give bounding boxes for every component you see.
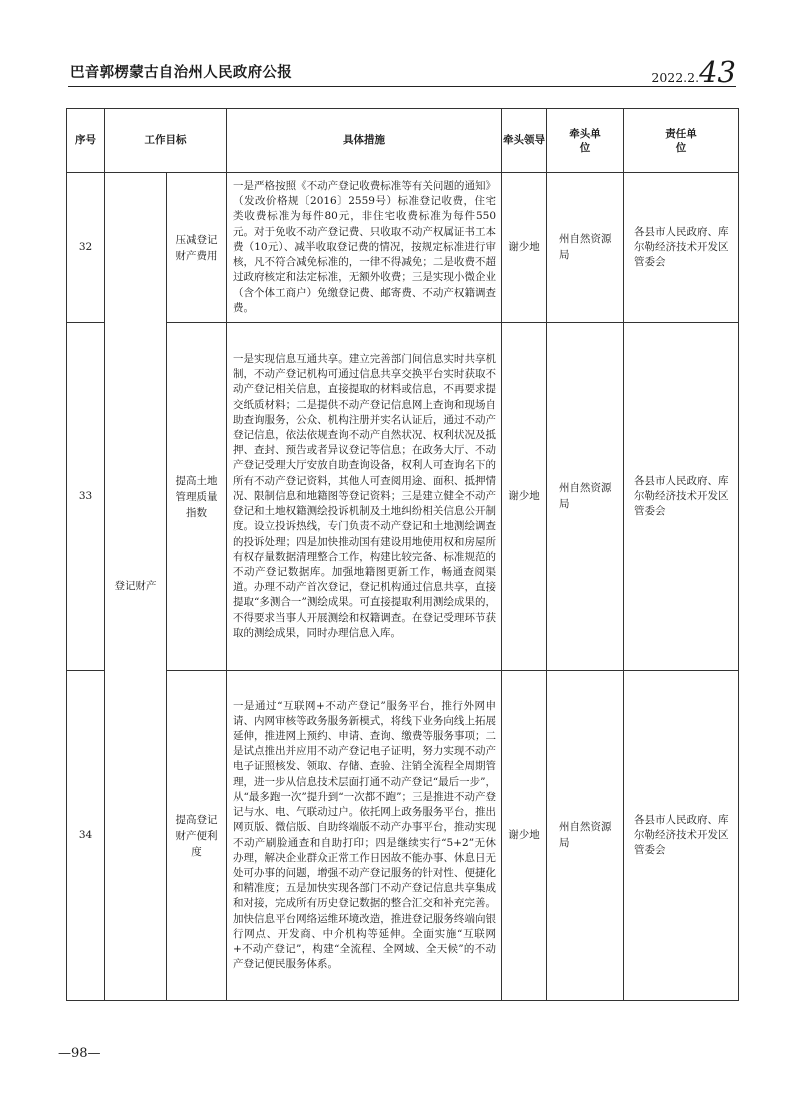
group-goal: 登记财产 (105, 173, 167, 1001)
lead-leader: 谢少地 (502, 671, 547, 1001)
table-row (67, 323, 739, 671)
sub-goal: 提高登记财产便利度 (167, 671, 227, 1001)
row-index: 33 (67, 323, 105, 671)
page-header (68, 56, 736, 87)
col-header-lead-leader: 牵头领导 (502, 109, 547, 173)
lead-unit: 州自然资源局 (547, 323, 624, 671)
row-index: 34 (67, 671, 105, 1001)
col-header-goal: 工作目标 (105, 109, 227, 173)
page-number: —98— (58, 1046, 101, 1061)
lead-leader: 谢少地 (502, 173, 547, 323)
measures-text: 一是实现信息互通共享。建立完善部门间信息实时共享机制，不动产登记机构可通过信息共享交换平台实时获取不动产登记相关信息，直接提取的材料或信息，不再要求提交纸质材料；二是提供不动产登记信息网上查询和现场自助查询服务，公众、机构注册并实名认证后，通过不动产登记信息，依法依规查询不动产自然状况、权利状况及抵押、查封、预告或者异议登记等信息；在政务大厅、不动产登记受理大厅安放自助查询设备，权利人可查询名下的所有不动产登记资料，其他人可查阅用途、面积、抵押情况、限制信息和地籍图等登记资料；三是建立健全不动产登记和土地权籍测绘投诉机制及土地纠纷相关信息公开制度。设立投诉热线，专门负责不动产登记和土地测绘调查的投诉处理；四是加快推动国有建设用地使用权和房屋所有权存量数据清理整合工作，构建比较完备、标准规范的不动产登记数据库。加强地籍图更新工作，畅通查阅渠道。办理不动产首次登记，登记机构通过信息共享，直接提取“多测合一”测绘成果。可直接提取利用测绘成果的，不得要求当事人开展测绘和权籍调查。在登记受理环节获取的测绘成果，同时办理信息入库。 (227, 323, 502, 671)
journal-title: 巴音郭楞蒙古自治州人民政府公报 (70, 65, 292, 81)
sub-goal: 压减登记财产费用 (167, 173, 227, 323)
issue-page-number: 43 (699, 55, 736, 89)
responsible-unit: 各县市人民政府、库尔勒经济技术开发区管委会 (624, 173, 739, 323)
responsible-unit: 各县市人民政府、库尔勒经济技术开发区管委会 (624, 671, 739, 1001)
responsible-unit: 各县市人民政府、库尔勒经济技术开发区管委会 (624, 323, 739, 671)
lead-leader: 谢少地 (502, 323, 547, 671)
table-header-row (67, 109, 739, 173)
row-index: 32 (67, 173, 105, 323)
lead-unit: 州自然资源局 (547, 173, 624, 323)
sub-goal: 提高土地管理质量指数 (167, 323, 227, 671)
lead-unit: 州自然资源局 (547, 671, 624, 1001)
col-header-measures: 具体措施 (227, 109, 502, 173)
col-header-index: 序号 (67, 109, 105, 173)
measures-text: 一是通过“互联网+不动产登记”服务平台，推行外网申请、内网审核等政务服务新模式，将线下业务向线上拓展延伸，推进网上预约、申请、查询、缴费等服务事项；二是试点推出并应用不动产登记电子证明，努力实现不动产电子证照核发、领取、存储、查验、注销全流程全周期管理，进一步从信息技术层面打通不动产登记“最后一步”，从“最多跑一次”提升到“一次都不跑”；三是推进不动产登记与水、电、气联动过户。依托网上政务服务平台，推出网页版、微信版、自助终端版不动产办事平台，推动实现不动产刷脸通查和自助打印；四是继续实行“5+2”无休办理，解决企业群众正常工作日因故不能办事、休息日无处可办事的问题，增强不动产登记服务的针对性、便捷化和精准度；五是加快实现各部门不动产登记信息共享集成和对接，完成所有历史登记数据的整合汇交和补充完善。加快信息平台网络运维环境改造，推进登记服务终端向银行网点、开发商、中介机构等延伸。全面实施“互联网+不动产登记”，构建“全流程、全网域、全天候”的不动产登记便民服务体系。 (227, 671, 502, 1001)
col-header-lead-unit: 牵头单位 (547, 109, 624, 173)
issue-info (651, 55, 736, 89)
col-header-responsible-unit: 责任单位 (624, 109, 739, 173)
issue-date: 2022.2. (651, 70, 700, 85)
measures-text: 一是严格按照《不动产登记收费标准等有关问题的通知》（发改价格规〔2016〕2559号）标准登记收费，住宅类收费标准为每件80元，非住宅收费标准为每件550元。对于免收不动产登记费、只收取不动产权属证书工本费（10元）、减半收取登记费的情况，按规定标准进行审核，凡不符合减免标准的，一律不得减免；二是收费不超过政府核定和法定标准，无额外收费；三是实现小微企业（含个体工商户）免缴登记费、邮寄费、不动产权籍调查费。 (227, 173, 502, 323)
table-row (67, 671, 739, 1001)
table-row (67, 173, 739, 323)
measures-table (66, 108, 739, 1001)
